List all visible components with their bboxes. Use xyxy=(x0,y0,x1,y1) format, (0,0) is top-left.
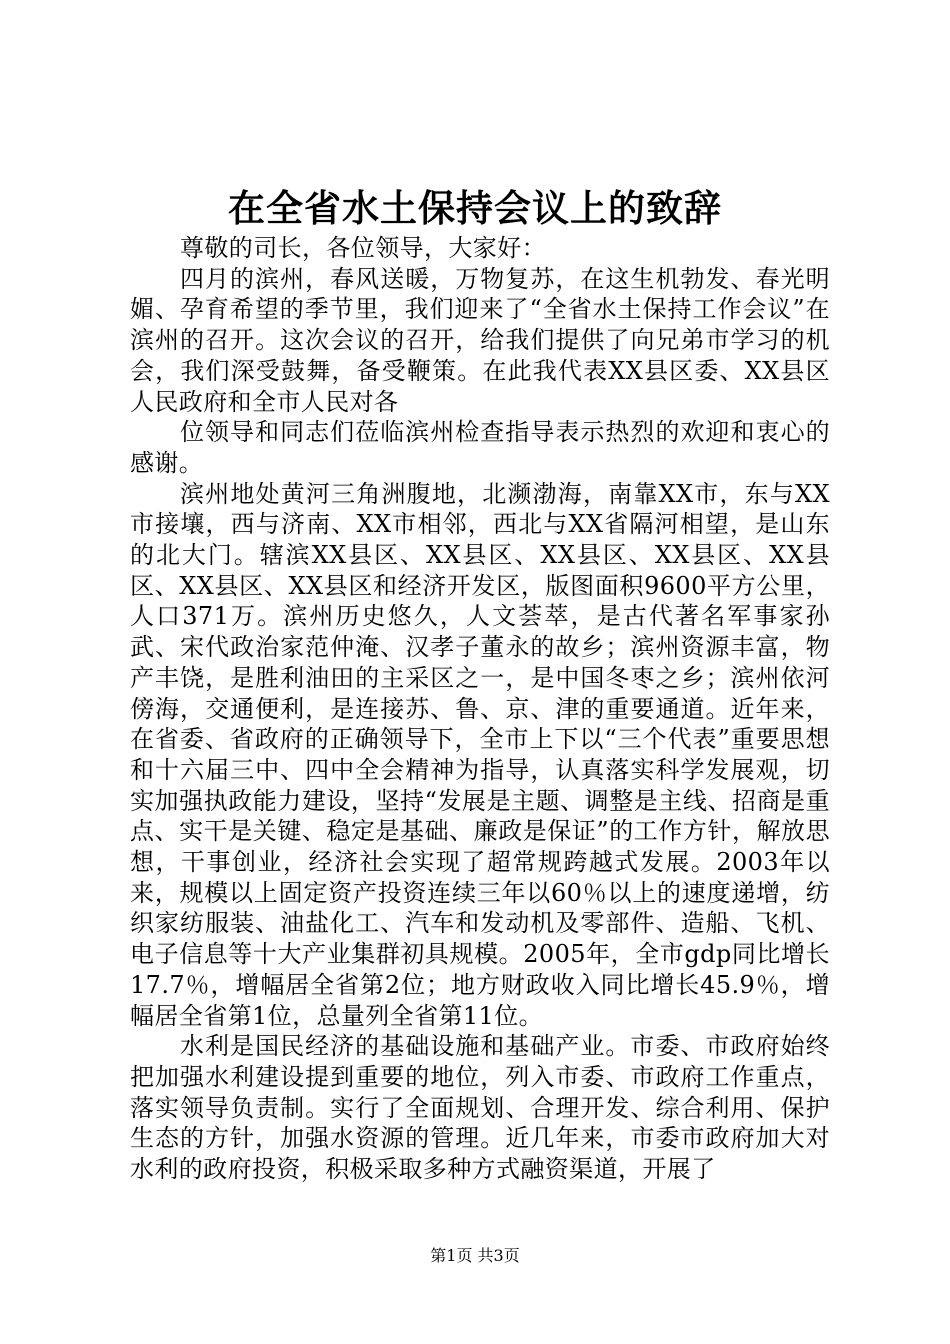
document-title: 在全省水土保持会议上的致辞 xyxy=(228,187,722,230)
paragraph-opening: 四月的滨州，春风送暖，万物复苏，在这生机勃发、春光明媚、孕育希望的季节里，我们迎来了“全省水土保持工作会议”在滨州的召开。这次会议的召开，给我们提供了向兄弟市学习的机会，我们深受鼓舞，备受鞭策。在此我代表XX县区委、XX县区人民政府和全市人民对各 xyxy=(130,264,830,416)
paragraph-water-conservancy: 水利是国民经济的基础设施和基础产业。市委、市政府始终把加强水利建设提到重要的地位，列入市委、市政府工作重点，落实领导负责制。实行了全面规划、合理开发、综合利用、保护生态的方针，加强水资源的管理。近几年来，市委市政府加大对水利的政府投资，积极采取多种方式融资渠道，开展了 xyxy=(130,1032,830,1184)
page-number-footer: 第1页 共3页 xyxy=(430,1246,520,1265)
paragraph-city-overview: 滨州地处黄河三角洲腹地，北濒渤海，南靠XX市，东与XX市接壤，西与济南、XX市相邻，西北与XX省隔河相望，是山东的北大门。辖滨XX县区、XX县区、XX县区、XX县区、XX县区、XX县区、XX县区和经济开发区，版图面积9600平方公里，人口371万。滨州历史悠久，人文荟萃，是古代著名军事家孙武、宋代政治家范仲淹、汉孝子董永的故乡；滨州资源丰富，物产丰饶，是胜利油田的主采区之一，是中国冬枣之乡；滨州依河傍海，交通便利，是连接苏、鲁、京、津的重要通道。近年来，在省委、省政府的正确领导下，全市上下以“三个代表”重要思想和十六届三中、四中全会精神为指导，认真落实科学发展观，切实加强执政能力建设，坚持“发展是主题、调整是主线、招商是重点、实干是关键、稳定是基础、廉政是保证”的工作方针，解放思想，干事创业，经济社会实现了超常规跨越式发展。2003年以来，规模以上固定资产投资连续三年以60％以上的速度递增，纺织家纺服装、油盐化工、汽车和发动机及零部件、造船、飞机、电子信息等十大产业集群初具规模。2005年，全市gdp同比增长17.7％，增幅居全省第2位；地方财政收入同比增长45.9％，增幅居全省第1位，总量列全省第11位。 xyxy=(130,479,830,1030)
paragraph-salutation: 尊敬的司长，各位领导，大家好： xyxy=(180,234,546,262)
paragraph-welcome: 位领导和同志们莅临滨州检查指导表示热烈的欢迎和衷心的感谢。 xyxy=(130,418,830,477)
document-body xyxy=(130,233,830,1185)
